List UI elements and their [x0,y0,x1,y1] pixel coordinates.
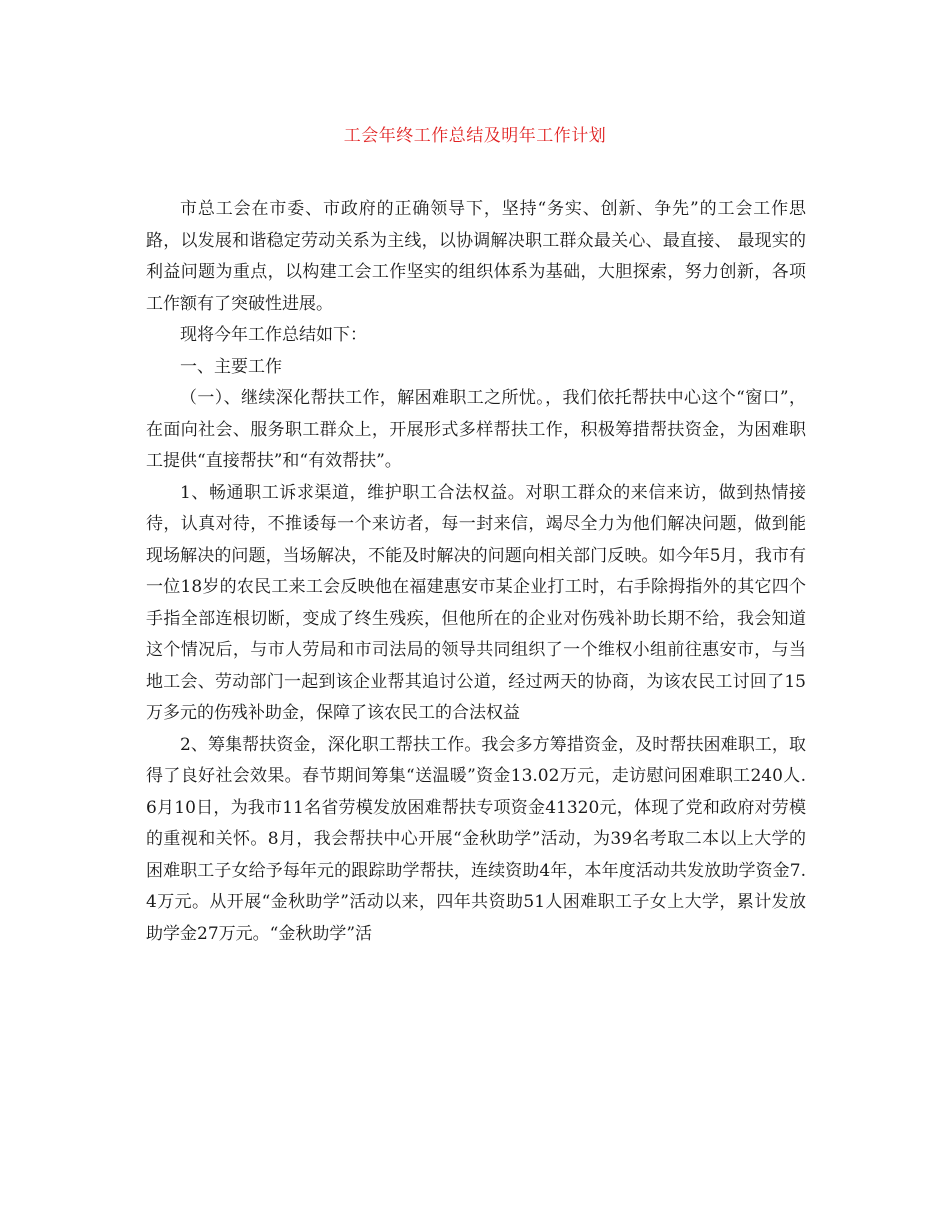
document-body [146,194,806,950]
paragraph-section-1: （一）、继续深化帮扶工作，解困难职工之所忧。，我们依托帮扶中心这个“窗口”，在面向社会、服务职工群众上，开展形式多样帮扶工作，积极筹措帮扶资金，为困难职工提供“直接帮扶”和“有效帮扶”。 [146,388,806,471]
document-title: 工会年终工作总结及明年工作计划 [343,126,607,146]
paragraph-summary-lead: 现将今年工作总结如下： [180,325,367,345]
paragraph-intro: 市总工会在市委、市政府的正确领导下，坚持“务实、创新、争先”的工会工作思路，以发展和谐稳定劳动关系为主线，以协调解决职工群众最关心、最直接、 最现实的利益问题为重点，以构建工会工作坚实的组织体系为基础，大胆探索，努力创新，各项工作额有了突破性进展。 [146,199,806,314]
paragraph-item-1: 1、畅通职工诉求渠道，维护职工合法权益。对职工群众的来信来访，做到热情接待，认真对待，不推诿每一个来访者，每一封来信，竭尽全力为他们解决问题，做到能现场解决的问题，当场解决，不能及时解决的问题向相关部门反映。如今年5月，我市有一位18岁的农民工来工会反映他在福建惠安市某企业打工时，右手除拇指外的其它四个手指全部连根切断，变成了终生残疾，但他所在的企业对伤残补助长期不给，我会知道这个情况后，与市人劳局和市司法局的领导共同组织了一个维权小组前往惠安市，与当地工会、劳动部门一起到该企业帮其追讨公道，经过两天的协商，为该农民工讨回了15万多元的伤残补助金，保障了该农民工的合法权益 [146,482,806,723]
paragraph-item-2: 2、筹集帮扶资金，深化职工帮扶工作。我会多方筹措资金，及时帮扶困难职工，取得了良好社会效果。春节期间筹集“送温暖”资金13.02万元，走访慰问困难职工240人. 6月10日，为我市11名省劳模发放困难帮扶专项资金41320元，体现了党和政府对劳模的重视和关怀。8月，我会帮扶中心开展“金秋助学”活动，为39名考取二本以上大学的困难职工子女给予每年元的跟踪助学帮扶，连续资助4年，本年度活动共发放助学资金7.4万元。从开展“金秋助学”活动以来，四年共资助51人困难职工子女上大学，累计发放助学金27万元。“金秋助学”活 [146,734,806,944]
heading-main-work: 一、主要工作 [180,356,282,377]
